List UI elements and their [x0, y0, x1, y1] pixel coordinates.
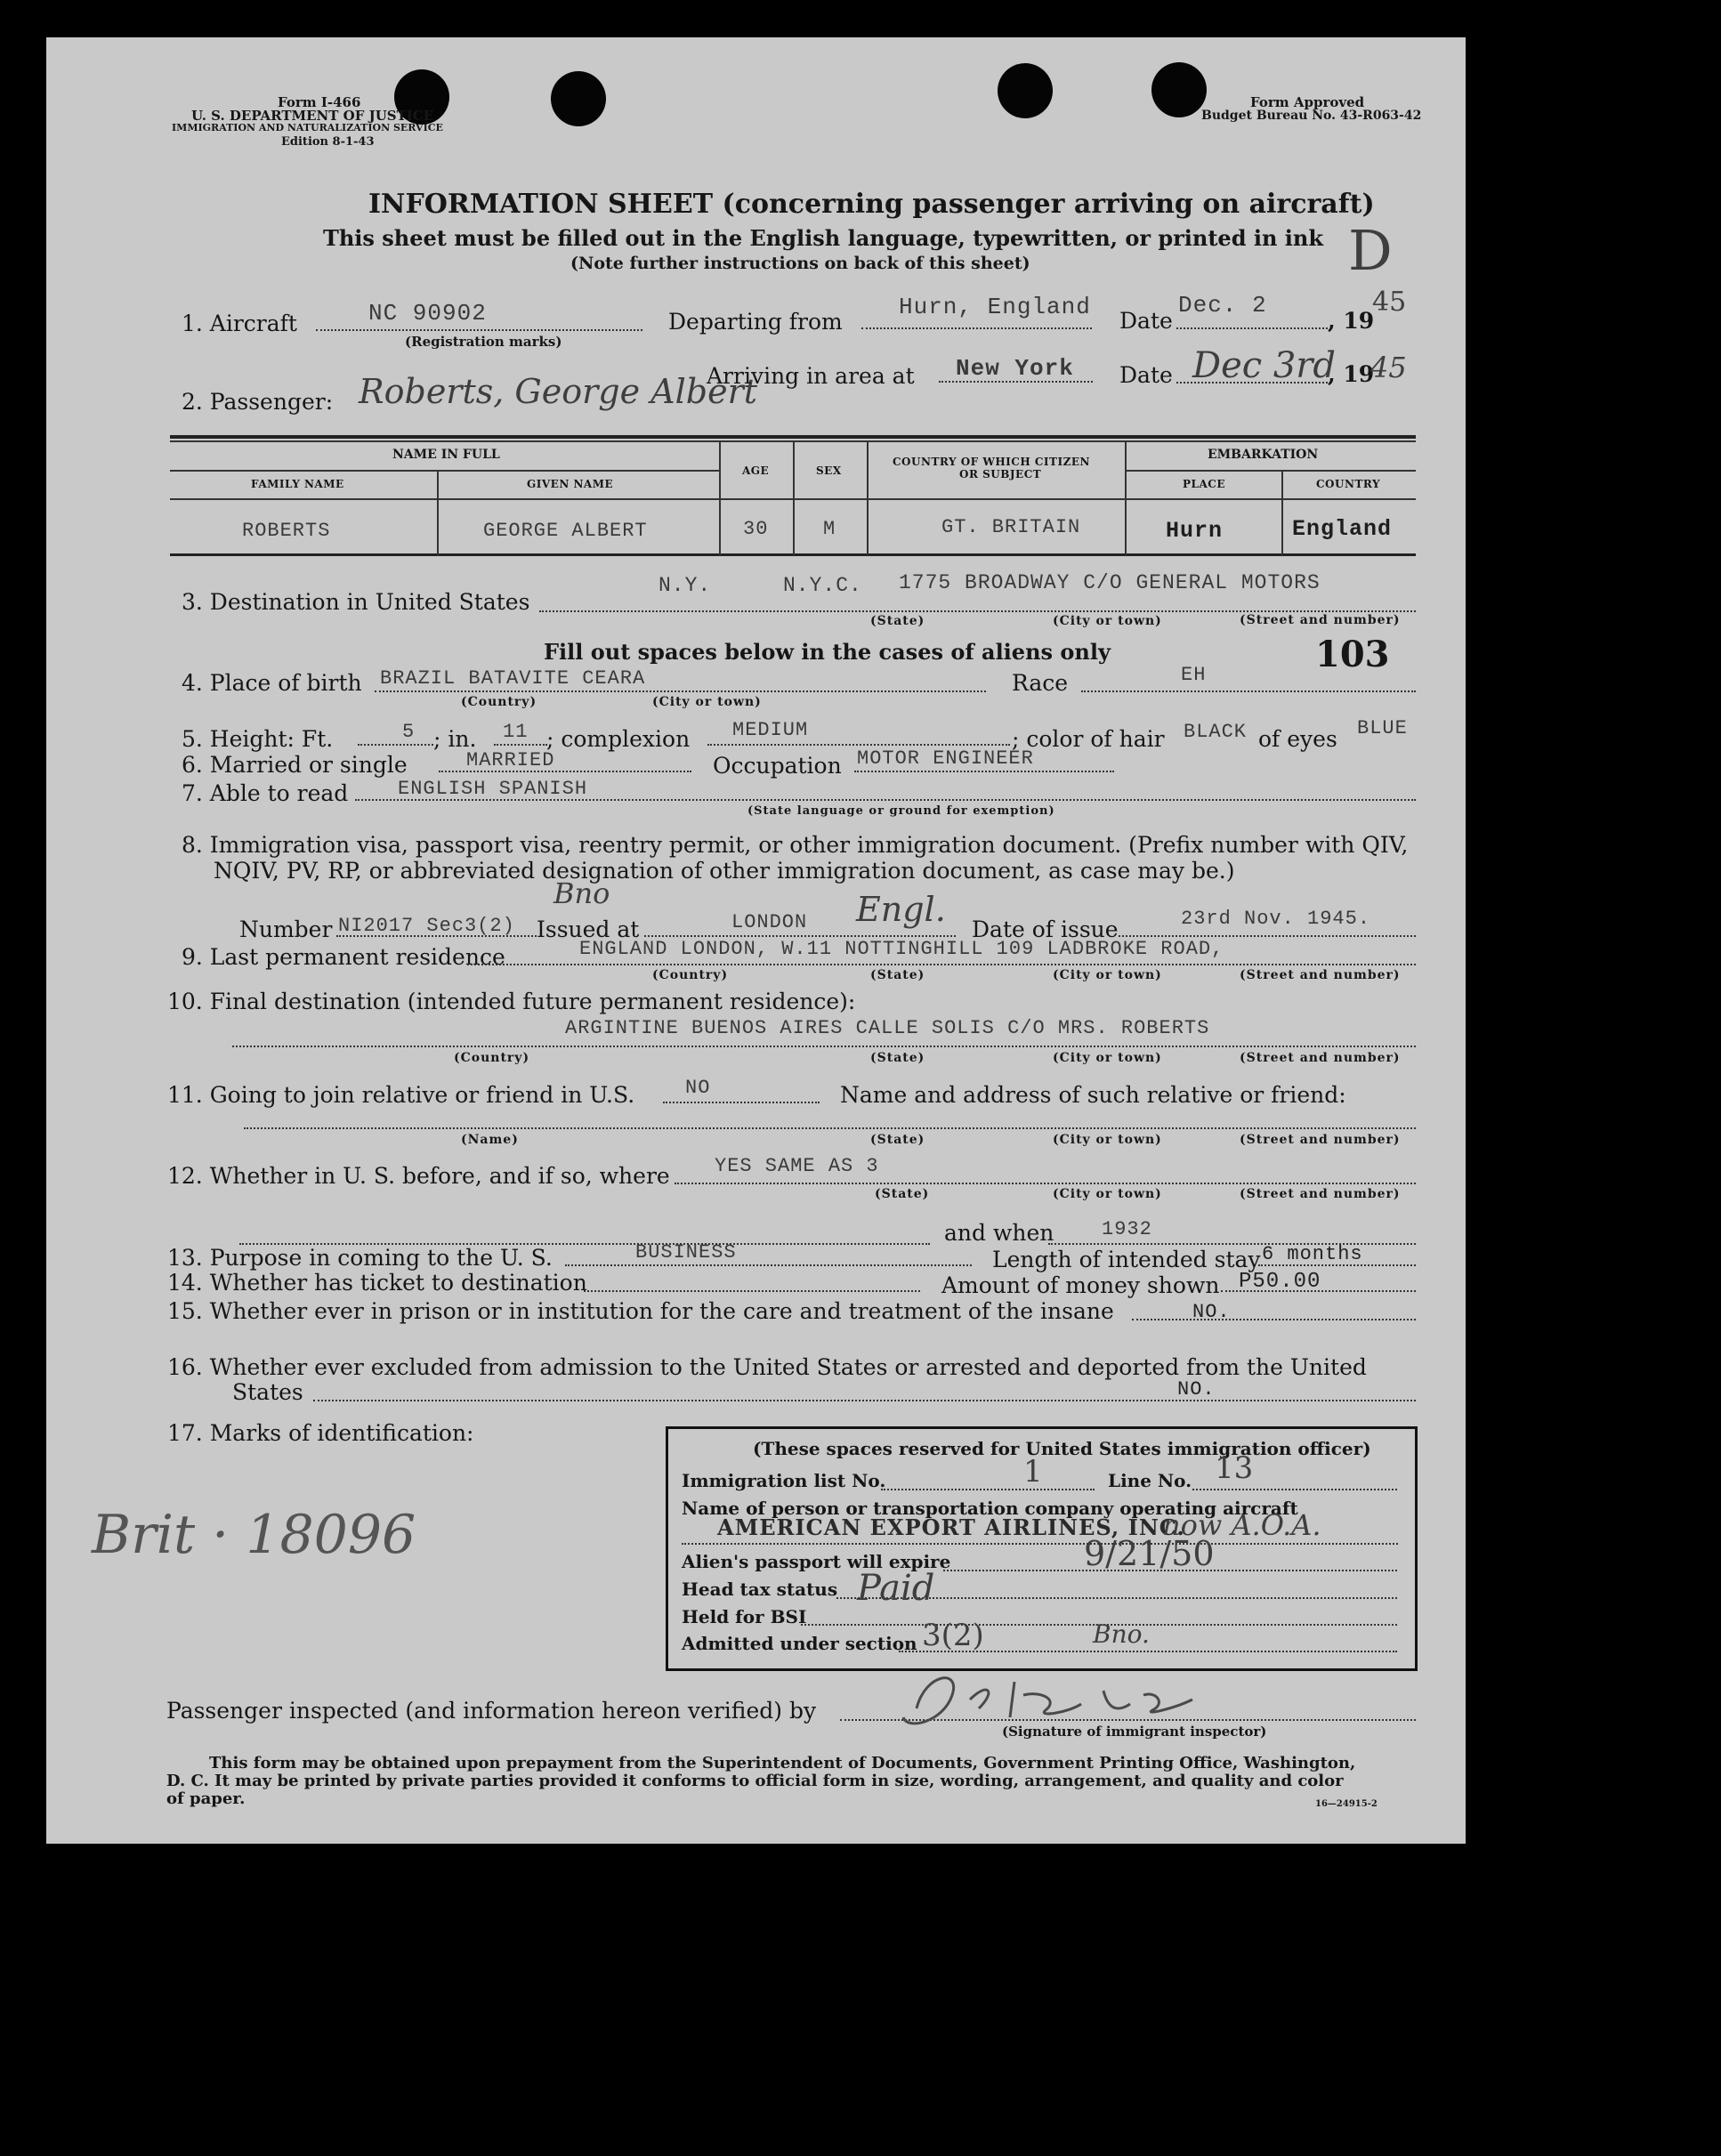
list-value: 1: [1023, 1454, 1043, 1490]
punch-hole: [1151, 62, 1207, 117]
excluded-line2: States: [232, 1379, 303, 1405]
prison-label: 15. Whether ever in prison or in institution for the care and treatment of the insane: [167, 1298, 1114, 1324]
departing-value: Hurn, England: [899, 294, 1091, 320]
margin-mark: D: [1348, 218, 1393, 283]
marks-label: 17. Marks of identification:: [167, 1420, 474, 1446]
height-label: 5. Height: Ft.: [182, 726, 334, 752]
residence-state-caption: (State): [870, 968, 925, 982]
eyes-value: BLUE: [1357, 717, 1408, 739]
money-value: P50.00: [1239, 1270, 1321, 1294]
form-approved: Form Approved: [1250, 94, 1365, 110]
height-feet: 5: [402, 721, 416, 743]
when-value: 1932: [1102, 1218, 1152, 1240]
officer-heading: (These spaces reserved for United States immigration officer): [753, 1438, 1371, 1459]
race-value: EH: [1181, 664, 1207, 686]
prison-value: NO.: [1192, 1301, 1231, 1323]
stay-value: 6 months: [1262, 1243, 1363, 1265]
issued-hand: Engl.: [856, 890, 946, 929]
date1-label: Date: [1119, 308, 1173, 334]
before-value: YES SAME AS 3: [715, 1155, 879, 1177]
company-label: Name of person or transportation company operating aircraft: [682, 1498, 1298, 1519]
row-age: 30: [743, 518, 769, 540]
visa-number: NI2017 Sec3(2): [338, 915, 515, 937]
issued-label: Issued at: [537, 917, 640, 942]
join-name-caption: (Name): [461, 1133, 519, 1147]
service: IMMIGRATION AND NATURALIZATION SERVICE: [172, 122, 443, 133]
occupation-label: Occupation: [713, 753, 842, 779]
destination-label: 3. Destination in United States: [182, 589, 530, 615]
residence-value: ENGLAND LONDON, W.11 NOTTINGHILL 109 LADBROKE ROAD,: [579, 938, 1224, 960]
form-number: Form I-466: [278, 94, 361, 110]
department: U. S. DEPARTMENT OF JUSTICE: [191, 108, 434, 124]
admitted-label: Admitted under section: [682, 1633, 917, 1654]
row-given: GEORGE ALBERT: [483, 520, 648, 542]
visa-date: 23rd Nov. 1945.: [1181, 908, 1371, 930]
destination-street-caption: (Street and number): [1240, 613, 1401, 627]
emb-country-header: COUNTRY: [1316, 478, 1381, 490]
before-city-caption: (City or town): [1053, 1187, 1162, 1201]
aircraft-value: NC 90902: [368, 300, 487, 327]
join-label: 11. Going to join relative or friend in U.S.: [167, 1082, 635, 1108]
date2-value: Dec 3rd: [1192, 345, 1337, 386]
occupation-value: MOTOR ENGINEER: [857, 747, 1034, 770]
form-subtitle: This sheet must be filled out in the English language, typewritten, or printed in ink: [323, 225, 1323, 251]
complexion-label: ; complexion: [546, 726, 691, 752]
visa-number-label: Number: [239, 917, 333, 942]
passport-value: 9/21/50: [1084, 1534, 1215, 1573]
eyes-label: of eyes: [1258, 726, 1337, 752]
year1-value: 45: [1372, 287, 1407, 318]
join-name-label: Name and address of such relative or friend:: [840, 1082, 1346, 1108]
aliens-heading: Fill out spaces below in the cases of aliens only: [544, 639, 1111, 665]
name-in-full-header: NAME IN FULL: [392, 448, 500, 462]
country-header-2: OR SUBJECT: [959, 468, 1042, 480]
list-label: Immigration list No.: [682, 1470, 886, 1491]
excluded-value: NO.: [1177, 1378, 1216, 1401]
residence-country-caption: (Country): [652, 968, 729, 982]
footer-code: 16—24915-2: [1315, 1799, 1378, 1809]
row-place: Hurn: [1166, 518, 1224, 544]
budget-bureau: Budget Bureau No. 43-R063-42: [1201, 109, 1422, 123]
purpose-label: 13. Purpose in coming to the U. S.: [167, 1245, 553, 1271]
punch-hole: [998, 63, 1053, 118]
when-label: and when: [944, 1220, 1054, 1246]
inspected-caption: (Signature of immigrant inspector): [1002, 1724, 1267, 1740]
inspected-label: Passenger inspected (and information hereon verified) by: [166, 1698, 817, 1724]
sex-header: SEX: [816, 464, 842, 477]
ticket-label: 14. Whether has ticket to destination: [167, 1270, 587, 1296]
married-label: 6. Married or single: [182, 752, 408, 778]
read-label: 7. Able to read: [182, 780, 349, 806]
row-family: ROBERTS: [242, 520, 331, 542]
married-value: MARRIED: [466, 749, 555, 771]
join-value: NO: [685, 1077, 711, 1099]
visa-line2: NQIV, PV, RP, or abbreviated designation of other immigration document, as case may be.): [214, 858, 1235, 884]
residence-city-caption: (City or town): [1053, 968, 1162, 982]
stay-label: Length of intended stay: [992, 1247, 1261, 1272]
final-value: ARGINTINE BUENOS AIRES CALLE SOLIS C/O MRS. ROBERTS: [565, 1017, 1210, 1039]
residence-street-caption: (Street and number): [1240, 968, 1401, 982]
final-country-caption: (Country): [454, 1051, 530, 1065]
passenger-value: Roberts, George Albert: [359, 372, 758, 411]
admitted-value: 3(2): [922, 1618, 984, 1653]
read-caption: (State language or ground for exemption): [747, 804, 1055, 818]
place-header: PLACE: [1183, 478, 1225, 490]
year2-label: , 19: [1328, 361, 1375, 387]
final-state-caption: (State): [870, 1051, 925, 1065]
join-city-caption: (City or town): [1053, 1133, 1162, 1147]
destination-city-caption: (City or town): [1053, 614, 1162, 628]
passport-label: Alien's passport will expire: [682, 1551, 951, 1572]
date2-label: Date: [1119, 362, 1173, 388]
company-stamp: AMERICAN EXPORT AIRLINES, INC.: [717, 1514, 1185, 1540]
race-code: 103: [1315, 634, 1390, 675]
before-state-caption: (State): [875, 1187, 930, 1201]
arriving-value: New York: [956, 355, 1074, 382]
aircraft-caption: (Registration marks): [405, 334, 562, 350]
aircraft-label: 1. Aircraft: [182, 311, 297, 336]
hair-label: ; color of hair: [1012, 726, 1165, 752]
family-name-header: FAMILY NAME: [251, 478, 344, 490]
inches-label: ; in.: [433, 726, 477, 752]
issued-value: LONDON: [731, 911, 808, 933]
bsi-label: Held for BSI: [682, 1606, 807, 1627]
read-value: ENGLISH SPANISH: [398, 778, 588, 800]
join-state-caption: (State): [870, 1133, 925, 1147]
marks-hand: Brit · 18096: [92, 1504, 416, 1566]
birth-value: BRAZIL BATAVITE CEARA: [380, 667, 646, 690]
date1-value: Dec. 2: [1178, 292, 1267, 319]
before-street-caption: (Street and number): [1240, 1187, 1401, 1201]
visa-line1: 8. Immigration visa, passport visa, reentry permit, or other immigration document. (Prefix number with QIV,: [182, 832, 1409, 858]
line-value: 13: [1215, 1450, 1254, 1486]
departing-label: Departing from: [668, 309, 843, 335]
purpose-value: BUSINESS: [635, 1241, 737, 1264]
join-street-caption: (Street and number): [1240, 1133, 1401, 1147]
footer-line1: This form may be obtained upon prepayment from the Superintendent of Documents, Government Printing Office, Washington,: [209, 1754, 1356, 1772]
row-country: England: [1292, 516, 1393, 542]
tax-value: Paid: [857, 1568, 935, 1609]
height-inches: 11: [503, 721, 529, 743]
money-label: Amount of money shown: [941, 1272, 1220, 1298]
complexion-value: MEDIUM: [732, 719, 809, 741]
footer-line2: D. C. It may be printed by private parties provided it conforms to official form in size, wording, arrangement, and quality and color: [166, 1772, 1344, 1790]
final-city-caption: (City or town): [1053, 1051, 1162, 1065]
destination-state-caption: (State): [870, 614, 925, 628]
given-name-header: GIVEN NAME: [527, 478, 614, 490]
row-sex: M: [823, 518, 836, 540]
country-header-1: COUNTRY OF WHICH CITIZEN: [893, 456, 1090, 468]
birth-city-caption: (City or town): [652, 695, 762, 709]
row-citizen: GT. BRITAIN: [941, 516, 1081, 538]
passenger-label: 2. Passenger:: [182, 389, 334, 415]
final-label: 10. Final destination (intended future permanent residence):: [167, 989, 856, 1014]
destination-city: N.Y.C.: [783, 574, 862, 597]
visa-date-label: Date of issue: [972, 917, 1119, 942]
footer-line3: of paper.: [166, 1789, 246, 1808]
punch-hole: [551, 71, 606, 126]
final-street-caption: (Street and number): [1240, 1051, 1401, 1065]
line-label: Line No.: [1108, 1470, 1192, 1491]
tax-label: Head tax status: [682, 1579, 838, 1600]
residence-label: 9. Last permanent residence: [182, 944, 505, 970]
visa-hand-note: Bno: [553, 876, 610, 910]
form-note: (Note further instructions on back of this sheet): [570, 254, 1030, 273]
embarkation-header: EMBARKATION: [1208, 448, 1319, 462]
race-label: Race: [1012, 670, 1069, 696]
birth-label: 4. Place of birth: [182, 670, 362, 696]
form-title: INFORMATION SHEET (concerning passenger arriving on aircraft): [368, 189, 1375, 220]
admitted-hand: Bno.: [1093, 1619, 1150, 1649]
age-header: AGE: [742, 464, 770, 477]
arriving-label: Arriving in area at: [707, 363, 915, 389]
hair-value: BLACK: [1184, 721, 1248, 743]
birth-country-caption: (Country): [461, 695, 537, 709]
before-label: 12. Whether in U. S. before, and if so, where: [167, 1163, 670, 1189]
excluded-line1: 16. Whether ever excluded from admission to the United States or arrested and deported from the United: [167, 1354, 1367, 1380]
year1-label: , 19: [1328, 308, 1375, 334]
edition: Edition 8-1-43: [281, 135, 375, 149]
year2-value: 45: [1370, 351, 1407, 384]
destination-state: N.Y.: [659, 574, 712, 597]
destination-street: 1775 BROADWAY C/O GENERAL MOTORS: [899, 571, 1321, 594]
company-hand: now A.O.A.: [1162, 1508, 1321, 1542]
